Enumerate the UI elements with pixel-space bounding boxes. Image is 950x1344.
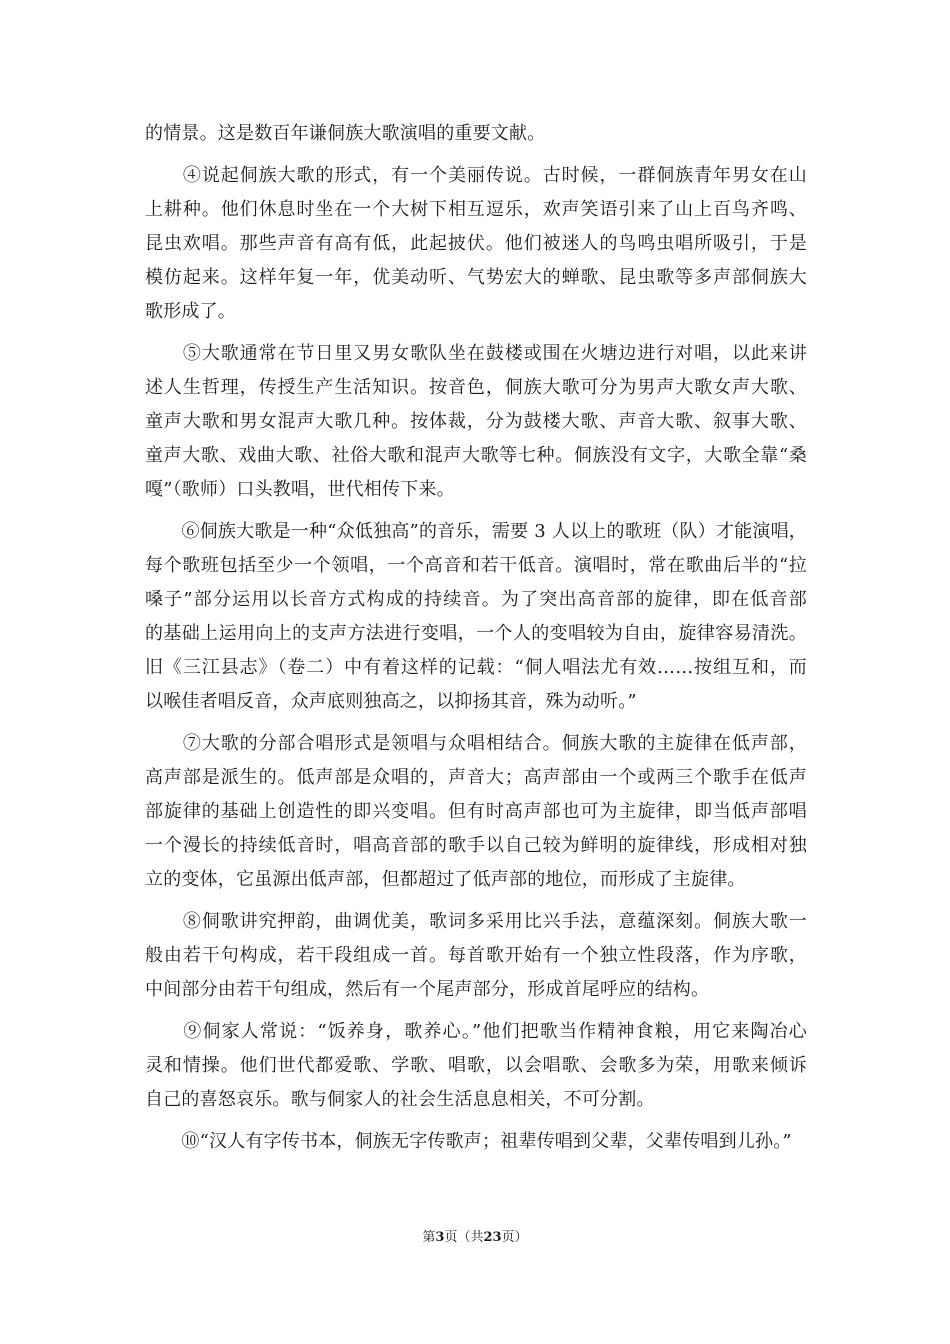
text-line: 自己的喜怒哀乐。歌与侗家人的社会生活息息相关，不可分割。 [145,1089,655,1110]
text-line: 述人生哲理，传授生产生活知识。按音色，侗族大歌可分为男声大歌女声大歌、 [145,377,807,398]
text-line: 的情景。这是数百年谦侗族大歌演唱的重要文献。 [145,123,546,144]
text-line: 童声大歌、戏曲大歌、社俗大歌和混声大歌等七种。侗族没有文字，大歌全靠“桑 [145,445,807,466]
paragraph [145,727,807,897]
paragraph [145,515,807,719]
text-line: ⑧侗歌讲究押韵，曲调优美，歌词多采用比兴手法，意蕴深刻。侗族大歌一 [145,911,807,932]
text-line: 中间部分由若干句组成，然后有一个尾声部分，形成首尾呼应的结构。 [145,979,710,1000]
text-line: 嗓子”部分运用以长音方式构成的持续音。为了突出高音部的旋律，即在低音部 [145,589,807,610]
text-line: ⑥侗族大歌是一种“众低独高”的音乐，需要 3 人以上的歌班（队）才能演唱， [145,521,807,542]
footer-total-pages: 23 [483,1230,502,1245]
text-line: 高声部是派生的。低声部是众唱的，声音大；高声部由一个或两三个歌手在低声 [145,767,807,788]
paragraph [145,1015,807,1117]
text-line: ⑦大歌的分部合唱形式是领唱与众唱相结合。侗族大歌的主旋律在低声部， [145,733,807,754]
paragraph [145,117,807,151]
document-body [145,117,807,1167]
text-line: 以喉佳者唱反音，众声底则独高之，以抑扬其音，殊为动听。” [145,691,637,712]
paragraph [145,1125,807,1159]
text-line: 部旋律的基础上创造性的即兴变唱。但有时高声部也可为主旋律，即当低声部唱 [145,801,807,822]
text-line: 童声大歌和男女混声大歌几种。按体裁，分为鼓楼大歌、声音大歌、叙事大歌、 [145,411,807,432]
text-line: 的基础上运用向上的支声方法进行变唱，一个人的变唱较为自由，旋律容易清洗。 [145,623,807,644]
paragraph [145,905,807,1007]
text-line: 歌形成了。 [145,301,236,322]
footer-middle: 页（共 [444,1230,484,1245]
paragraph [145,337,807,507]
text-line: 嘎”（歌师）口头教唱，世代相传下来。 [145,479,455,500]
text-line: 般由若干句构成，若干段组成一首。每首歌开始有一个独立性段落，作为序歌， [145,945,807,966]
text-line: 灵和情操。他们世代都爱歌、学歌、唱歌，以会唱歌、会歌多为荣，用歌来倾诉 [145,1055,807,1076]
text-line: ④说起侗族大歌的形式，有一个美丽传说。古时候，一群侗族青年男女在山 [145,165,807,186]
text-line: 昆虫欢唱。那些声音有高有低，此起披伏。他们被迷人的鸟鸣虫唱所吸引，于是 [145,233,807,254]
footer-page-number: 3 [435,1230,445,1245]
text-line: 上耕种。他们休息时坐在一个大树下相互逗乐，欢声笑语引来了山上百鸟齐鸣、 [145,199,807,220]
text-line: 旧《三江县志》（卷二）中有着这样的记载：“侗人唱法尤有效……按组互和，而 [145,657,807,678]
page-footer [0,1226,950,1245]
text-line: 模仿起来。这样年复一年，优美动听、气势宏大的蝉歌、昆虫歌等多声部侗族大 [145,267,807,288]
text-line: ⑤大歌通常在节日里又男女歌队坐在鼓楼或围在火塘边进行对唱，以此来讲 [145,343,807,364]
text-line: 每个歌班包括至少一个领唱，一个高音和若干低音。演唱时，常在歌曲后半的“拉 [145,555,807,576]
text-line: 立的变体，它虽源出低声部，但都超过了低声部的地位，而形成了主旋律。 [145,869,746,890]
paragraph [145,159,807,329]
text-line: 一个漫长的持续低音时，唱高音部的歌手以自己较为鲜明的旋律线，形成相对独 [145,835,807,856]
footer-suffix: 页） [501,1230,528,1245]
text-line: ⑨侗家人常说：“饭养身，歌养心。”他们把歌当作精神食粮，用它来陶冶心 [145,1021,807,1042]
text-line: ⑩“汉人有字传书本，侗族无字传歌声；祖辈传唱到父辈，父辈传唱到儿孙。” [145,1131,792,1152]
footer-prefix: 第 [422,1230,436,1245]
